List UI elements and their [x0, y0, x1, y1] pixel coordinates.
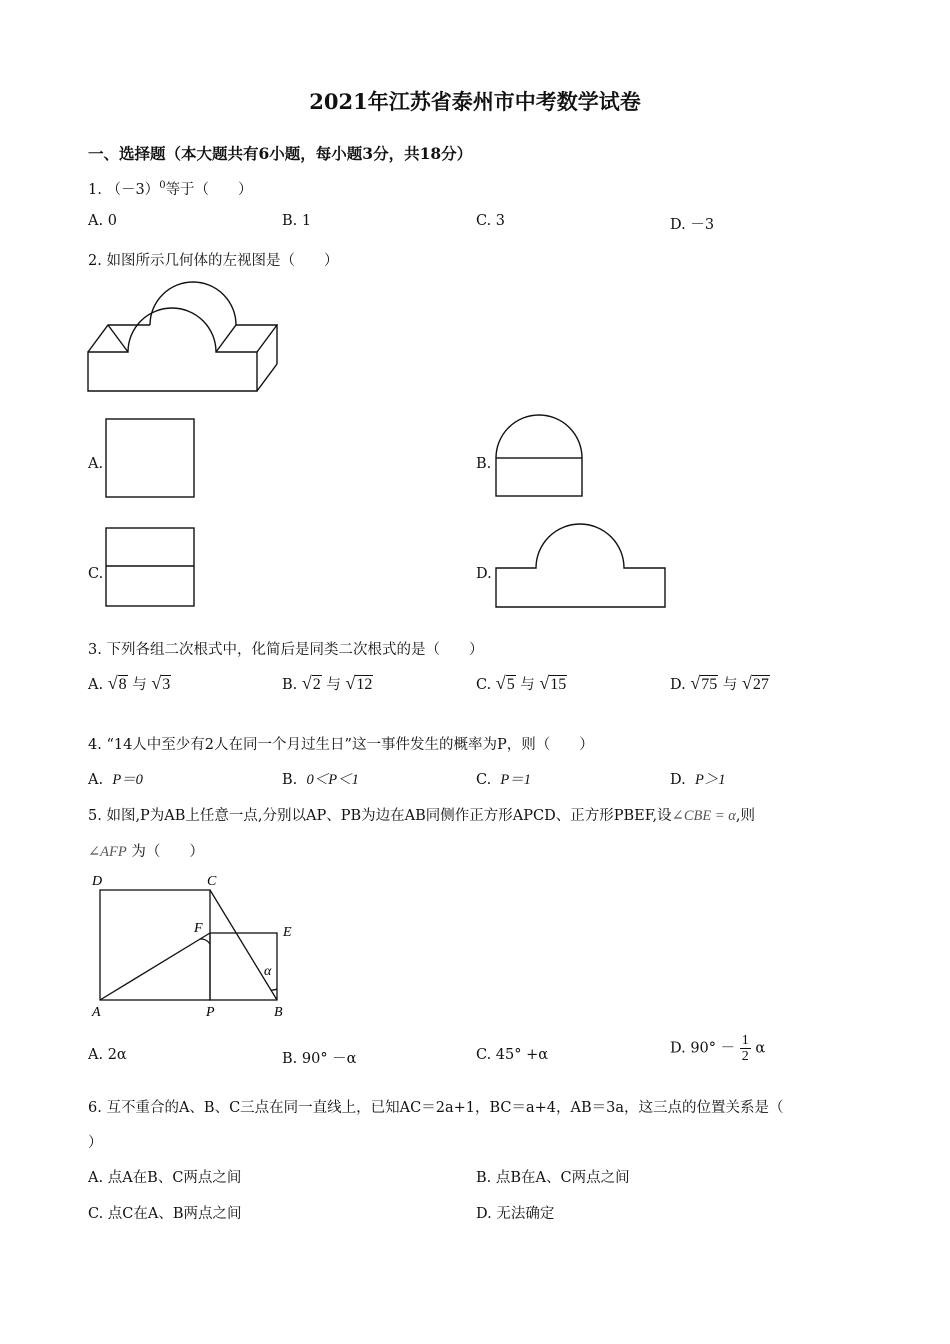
stem-text: 为（ ）: [126, 844, 204, 860]
q2-option-a-label[interactable]: A.: [88, 456, 104, 472]
question-4-stem: 4. “14人中至少有2人在同一个月过生日”这一事件发生的概率为P，则（ ）: [88, 737, 594, 753]
label-p: P: [206, 1005, 215, 1020]
sqrt-15: √15: [539, 673, 567, 693]
sqrt-12: √12: [345, 673, 373, 693]
angle-afp: ∠AFP: [88, 844, 127, 860]
option-math: P＝0: [112, 772, 143, 788]
section-heading: 一、选择题（本大题共有6小题，每小题3分，共18分）: [88, 144, 473, 163]
q4-option-d[interactable]: [670, 768, 726, 789]
stem-text-end: ,则: [735, 808, 755, 824]
option-math: 0＜P＜1: [306, 772, 359, 788]
q2-option-b-label[interactable]: B.: [476, 456, 492, 472]
q1-option-d[interactable]: D. －3: [670, 217, 715, 233]
q4-option-c[interactable]: [476, 768, 531, 789]
q2-option-d-figure[interactable]: [492, 518, 670, 612]
q4-option-b[interactable]: [282, 768, 359, 789]
option-label: A.: [88, 677, 104, 693]
option-text-end: α: [755, 1040, 766, 1057]
q6-option-c[interactable]: C. 点C在A、B两点之间: [88, 1206, 242, 1222]
option-label: B.: [282, 677, 298, 693]
question-5-stem-line2: [88, 840, 204, 861]
label-e: E: [283, 925, 292, 940]
question-6-stem-line1: 6. 互不重合的A、B、C三点在同一直线上，已知AC＝2a+1，BC＝a+4，AB＝3a，这三点的位置关系是（: [88, 1100, 784, 1116]
question-6-stem-line2: ）: [88, 1135, 103, 1151]
question-number: 1.: [88, 182, 102, 198]
question-1-stem: [88, 178, 253, 199]
exponent: 0: [159, 180, 166, 192]
stem-text: 5. 如图,P为AB上任意一点,分别以AP、PB为边在AB同侧作正方形APCD、正方形PBEF,设: [88, 808, 672, 824]
q1-option-b[interactable]: B. 1: [282, 213, 312, 229]
q2-solid-figure: [84, 278, 284, 396]
option-text: D. 90° －: [670, 1040, 736, 1057]
angle-cbe: ∠CBE = α: [671, 808, 736, 824]
question-3-stem: 3. 下列各组二次根式中，化简后是同类二次根式的是（ ）: [88, 642, 484, 658]
sqrt-8: √8: [107, 673, 127, 693]
option-label: B.: [282, 772, 298, 788]
connector-text: 与: [520, 677, 535, 693]
q5-option-a[interactable]: A. 2α: [88, 1047, 127, 1063]
option-label: A.: [88, 772, 104, 788]
expression-base: （－3）: [106, 182, 160, 198]
option-label: D.: [670, 677, 686, 693]
q5-option-d[interactable]: [670, 1033, 765, 1064]
q5-option-b[interactable]: B. 90° －α: [282, 1051, 357, 1067]
label-c: C: [207, 874, 217, 889]
q1-option-a[interactable]: A. 0: [88, 213, 117, 229]
q2-option-b-figure[interactable]: [492, 410, 586, 502]
label-alpha: α: [264, 964, 272, 979]
q5-option-c[interactable]: C. 45° +α: [476, 1047, 549, 1063]
q3-option-a[interactable]: [88, 673, 171, 694]
option-label: C.: [476, 772, 492, 788]
q3-option-c[interactable]: [476, 673, 567, 694]
option-math: P＞1: [694, 772, 726, 788]
q1-option-c[interactable]: C. 3: [476, 213, 506, 229]
q2-option-c-label[interactable]: C.: [88, 566, 104, 582]
q2-option-c-figure[interactable]: [104, 526, 198, 610]
q4-option-a[interactable]: [88, 768, 143, 789]
sqrt-2: √2: [301, 673, 321, 693]
label-d: D: [92, 874, 103, 889]
sqrt-5: √5: [495, 673, 515, 693]
q6-option-a[interactable]: A. 点A在B、C两点之间: [88, 1170, 242, 1186]
option-label: C.: [476, 677, 492, 693]
connector-text: 与: [132, 677, 147, 693]
q2-option-d-label[interactable]: D.: [476, 566, 492, 582]
question-5-stem-line1: [88, 804, 755, 825]
q2-option-a-figure[interactable]: [104, 417, 198, 501]
page-title: 2021年江苏省泰州市中考数学试卷: [309, 89, 641, 114]
q5-geometry-figure: [86, 870, 302, 1022]
label-f: F: [194, 921, 203, 936]
q6-option-d[interactable]: D. 无法确定: [476, 1206, 555, 1222]
connector-text: 与: [326, 677, 341, 693]
label-a: A: [92, 1005, 101, 1020]
sqrt-75: √75: [690, 673, 718, 693]
option-math: P＝1: [500, 772, 532, 788]
question-2-stem: 2. 如图所示几何体的左视图是（ ）: [88, 253, 339, 269]
sqrt-27: √27: [741, 673, 769, 693]
q6-option-b[interactable]: B. 点B在A、C两点之间: [476, 1170, 630, 1186]
label-b: B: [274, 1005, 283, 1020]
option-label: D.: [670, 772, 686, 788]
connector-text: 与: [722, 677, 738, 693]
q3-option-b[interactable]: [282, 673, 373, 694]
sqrt-3: √3: [151, 673, 171, 693]
q3-option-d[interactable]: [670, 673, 770, 694]
stem-text: 等于（ ）: [165, 182, 253, 198]
fraction-one-half: $\frac{1}{2}$: [741, 1033, 749, 1064]
